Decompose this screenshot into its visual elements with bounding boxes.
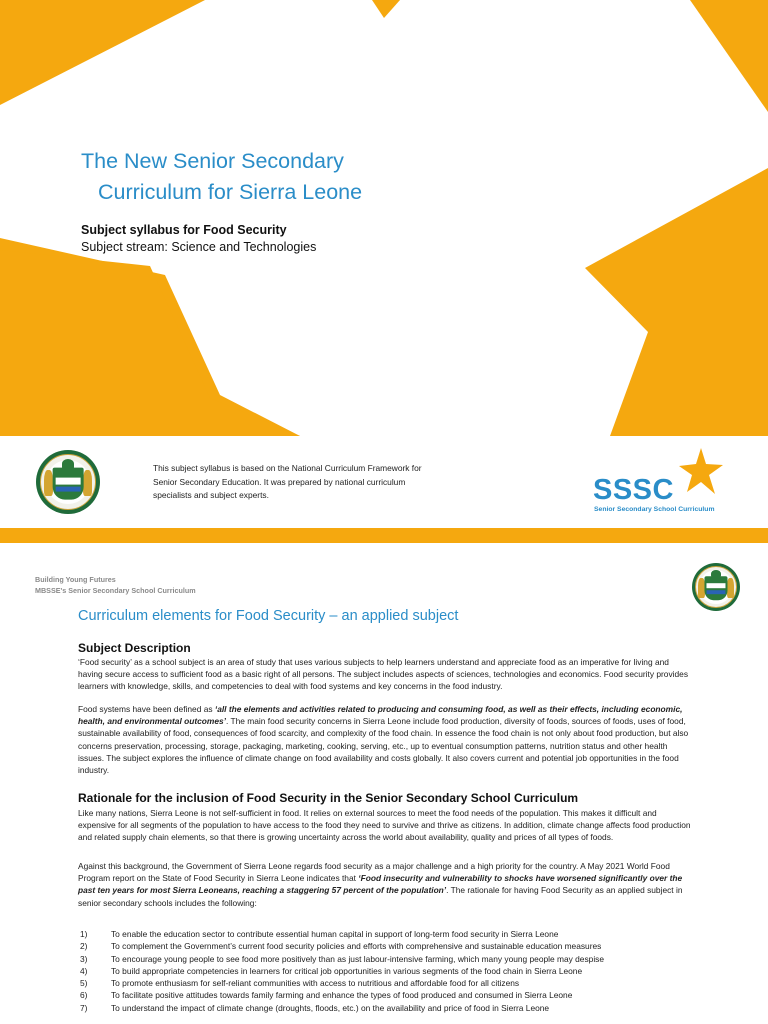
sssc-logo [593, 448, 733, 518]
rationale-list [78, 928, 698, 1014]
title-line-2: Curriculum for Sierra Leone [98, 180, 363, 204]
section-title: Curriculum elements for Food Security – an applied subject [78, 608, 459, 624]
rationale-paragraph-2 [78, 860, 692, 909]
list-number: 5) [80, 978, 88, 989]
sssc-logo-tagline: Senior Secondary School Curriculum [594, 506, 715, 513]
sierra-leone-coat-of-arms-seal [36, 450, 100, 514]
list-item [78, 940, 698, 952]
description-paragraph-2 [78, 703, 692, 776]
list-item [78, 977, 698, 989]
list-item [78, 953, 698, 965]
list-number: 1) [80, 929, 88, 939]
subject-stream: Subject stream: Science and Technologies [81, 240, 317, 254]
star-icon [679, 448, 723, 494]
list-item-text: To build appropriate competencies in learners for critical job opportunities in various segments of the food chain in Sierra Leone [111, 965, 583, 976]
list-item [78, 965, 698, 977]
subject-description-heading: Subject Description [78, 641, 191, 655]
list-item-text: To enable the education sector to contribute essential human capital in support of long-term food security in Sierra Leone [111, 929, 559, 939]
syllabus-note: This subject syllabus is based on the National Curriculum Framework for Senior Secondary Education. It was prepared by national curriculum specialists and subject experts. [153, 463, 422, 501]
paragraph-text: . The main food security concerns in Sierra Leone include food production, diversity of foods, sources of foods, uses of food, sustainable availability of food, consequences of food scarcity, and complexity of the food chain. In essence the food chain is not only about food production, but also concerns preservation, processing, storage, packaging, marketing, cooking, serving, etc., up to eventual consumption patterns, nutrition status and other health issues. The subject explores the influence of climate change on food availability and costs globally. It also covers current and potential job opportunities in the food industry. [78, 716, 689, 776]
list-number: 2) [80, 941, 88, 952]
list-item-text: To promote enthusiasm for self-reliant communities with access to nutritious and affordable food for all citizens [111, 978, 520, 989]
syllabus-page [0, 543, 768, 1024]
sssc-logo-text: SSSC [593, 474, 674, 506]
syllabus-subtitle: Subject syllabus for Food Security [81, 223, 287, 237]
list-item [78, 989, 698, 1001]
list-item-text: To understand the impact of climate change (droughts, floods, etc.) on the availability and price of food in Sierra Leone [111, 1002, 550, 1013]
title-line-1: The New Senior Secondary [81, 149, 344, 173]
header-line-1: Building Young Futures [35, 575, 116, 584]
description-paragraph-1: ‘Food security’ as a school subject is an area of study that uses various subjects to help learners understand and appreciate food as an imperative for living and having secure access to sufficient food as a basic right of all persons. The subject includes aspects of sciences, technologies and economics. Food security provides learners with knowledge, skills, and competencies to deal with food systems and key concerns in the food industry. [78, 657, 689, 692]
rationale-heading: Rationale for the inclusion of Food Security in the Senior Secondary School Curriculum [78, 791, 579, 805]
list-number: 6) [80, 990, 88, 1001]
food-systems-definition-quote: ‘all the elements and activities related to producing and consuming food, as well as their effects, including economic, health, and environmental outcomes’ [78, 704, 683, 727]
list-item-text: To encourage young people to see food more positively than as just labour-intensive farming, which many young people may despise [111, 953, 605, 964]
paragraph-text: Against this background, the Government of Sierra Leone regards food security as a major challenge and a high priority for the country. A May 2021 World Food Program report on the State of Food Security in Sierra Leone indicates that [78, 861, 670, 884]
paragraph-text: . The rationale for having Food Security as an applied subject in senior secondary schools includes the following: [78, 885, 683, 908]
paragraph-text: Food systems have been defined as [78, 704, 215, 714]
wfp-report-quote: ‘Food insecurity and vulnerability to shocks have worsened significantly over the past ten years for most Sierra Leoneans, reaching a staggering 57 percent of the population’ [78, 873, 683, 896]
sierra-leone-coat-of-arms-seal [692, 563, 740, 611]
header-line-2: MBSSE's Senior Secondary School Curriculum [35, 586, 196, 595]
list-number: 3) [80, 953, 88, 964]
list-number: 4) [80, 965, 88, 976]
list-item-text: To complement the Government’s current food security policies and efforts with comprehensive and sustainable education measures [111, 941, 602, 952]
list-item-text: To facilitate positive attitudes towards family farming and enhance the types of food produced and consumed in Sierra Leone [111, 990, 573, 1001]
list-item [78, 928, 698, 940]
list-number: 7) [80, 1002, 88, 1013]
rationale-paragraph-1: Like many nations, Sierra Leone is not self-sufficient in food. It relies on external sources to meet the food needs of the population. This makes it difficult and expensive for all segments of the population to have access to the food they need to survive and thrive as citizens. In addition, climate change affects food production and related supply chain elements, so that there is growing uncertainty across the world about availability, quality and prices of all types of foods. [78, 808, 691, 843]
document-title [81, 146, 362, 208]
list-item [78, 1002, 698, 1014]
page-header [35, 574, 196, 596]
